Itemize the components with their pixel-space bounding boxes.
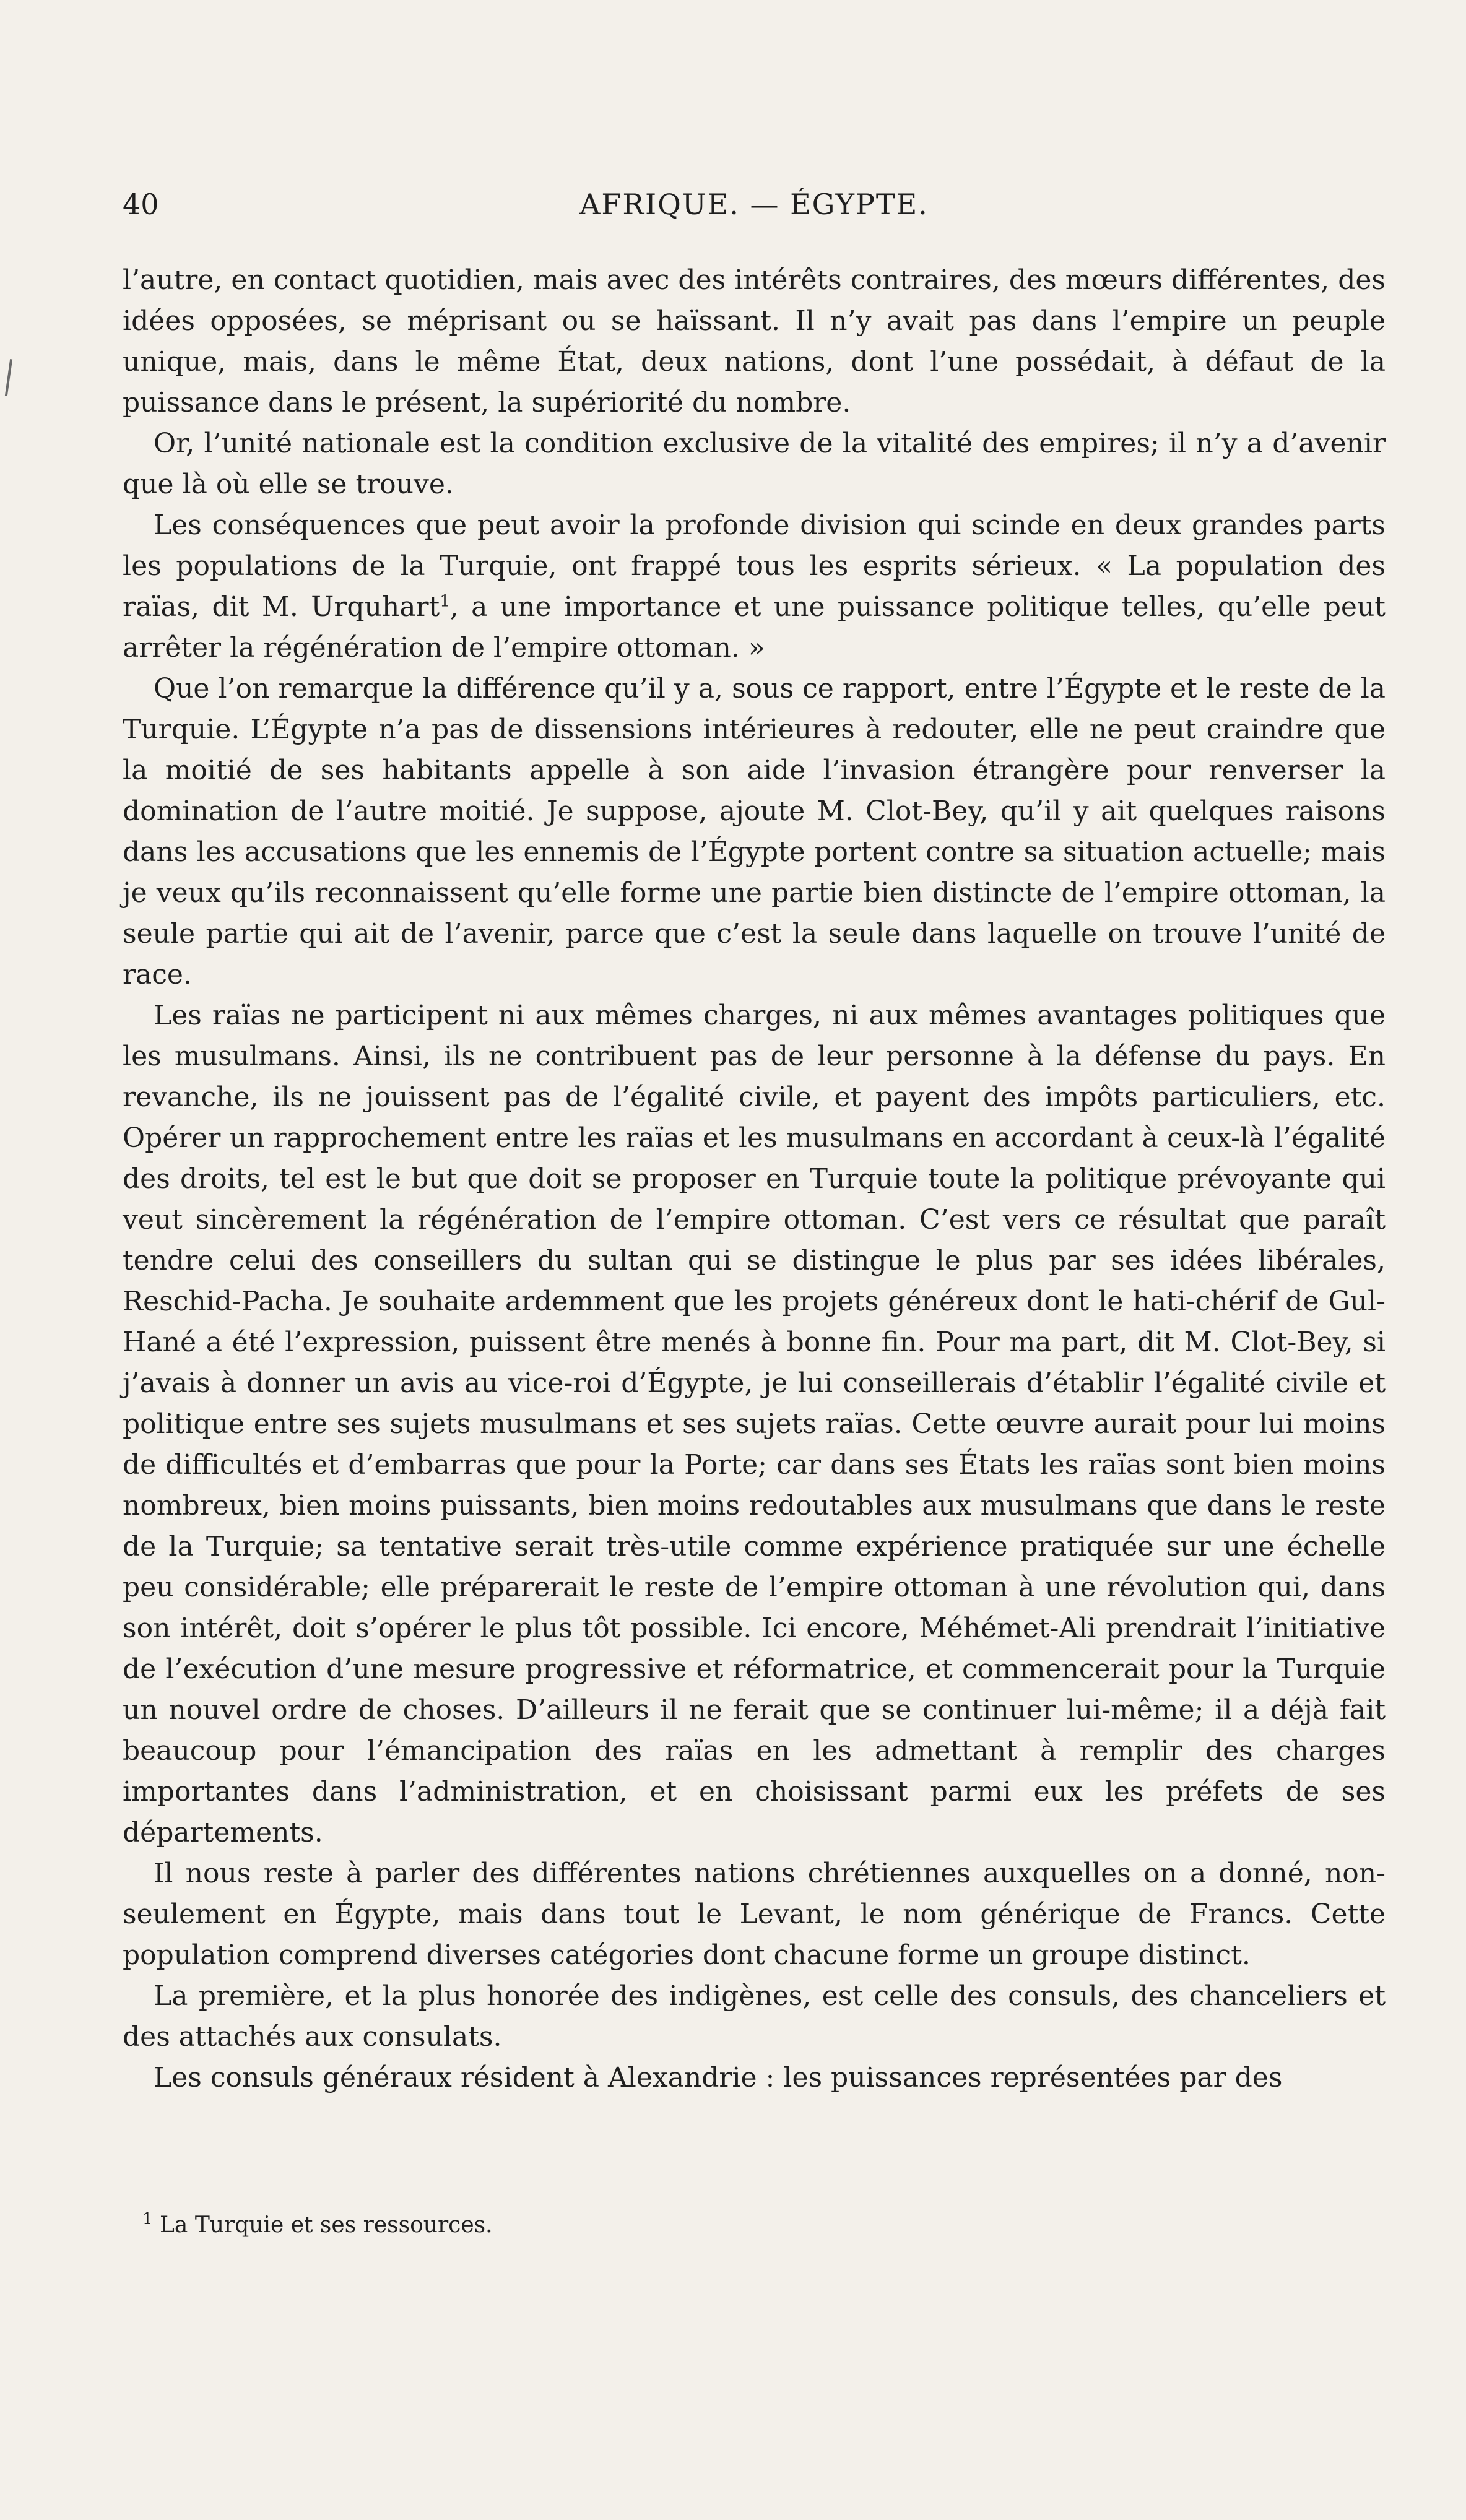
margin-pencil-mark [5, 359, 12, 396]
paragraph-8: Les consuls généraux résident à Alexandrie : les puissances représentées par des [154, 2062, 1283, 2094]
paragraph-6: Il nous reste à parler des différentes nations chrétiennes auxquelles on a donné, non-seulement en Égypte, mais dans tout le Levant, le nom générique de Francs. Cette population comprend diverses catégories dont chacune forme un groupe distinct. [123, 1858, 1386, 1971]
paragraph-2: Or, l’unité nationale est la condition exclusive de la vitalité des empires; il n’y a d’avenir que là où elle se trouve. [123, 428, 1386, 500]
footnote-reference[interactable]: 1 [440, 592, 450, 611]
paragraph-7: La première, et la plus honorée des indigènes, est celle des consuls, des chanceliers et des attachés aux consulats. [123, 1980, 1386, 2053]
running-title: AFRIQUE. — ÉGYPTE. [579, 188, 929, 221]
paragraph-3-text: Les conséquences que peut avoir la profonde division qui scinde en deux grandes parts les populations de la Turquie, ont frappé tous les esprits sérieux. « La population des raïas, dit M. Urquhart [123, 509, 1386, 623]
paragraph-3-continuation: , a une importance et une puissance politique telles, qu’elle peut arrêter la régénération de l’empire ottoman. » [123, 591, 1386, 664]
body-text [123, 260, 1386, 2098]
footnote-text: La Turquie et ses ressources. [160, 2212, 493, 2238]
paragraph-4: Que l’on remarque la différence qu’il y a, sous ce rapport, entre l’Égypte et le reste de la Turquie. L’Égypte n’a pas de dissensions intérieures à redouter, elle ne peut craindre que la moitié de ses habitants appelle à son aide l’invasion étrangère pour renverser la domination de l’autre moitié. Je suppose, ajoute M. Clot-Bey, qu’il y ait quelques raisons dans les accusations que les ennemis de l’Égypte portent contre sa situation actuelle; mais je veux qu’ils reconnaissent qu’elle forme une partie bien distincte de l’empire ottoman, la seule partie qui ait de l’avenir, parce que c’est la seule dans laquelle on trouve l’unité de race. [123, 673, 1386, 990]
paragraph-3 [123, 505, 1386, 669]
footnote [142, 2210, 1381, 2241]
paragraph-1: l’autre, en contact quotidien, mais avec des intérêts contraires, des mœurs différentes, des idées opposées, se méprisant ou se haïssant. Il n’y avait pas dans l’empire un peuple unique, mais, dans le même État, deux nations, dont l’une possédait, à défaut de la puissance dans le présent, la supériorité du nombre. [123, 264, 1386, 418]
page-number: 40 [123, 188, 159, 221]
footnote-marker: 1 [142, 2210, 153, 2228]
paragraph-5: Les raïas ne participent ni aux mêmes charges, ni aux mêmes avantages politiques que les musulmans. Ainsi, ils ne contribuent pas de leur personne à la défense du pays. En revanche, ils ne jouissent pas de l’égalité civile, et payent des impôts particuliers, etc. Opérer un rapprochement entre les raïas et les musulmans en accordant à ceux-là l’égalité des droits, tel est le but que doit se proposer en Turquie toute la politique prévoyante qui veut sincèrement la régénération de l’empire ottoman. C’est vers ce résultat que paraît tendre celui des conseillers du sultan qui se distingue le plus par ses idées libérales, Reschid-Pacha. Je souhaite ardemment que les projets généreux dont le hati-chérif de Gul-Hané a été l’expression, puissent être menés à bonne fin. Pour ma part, dit M. Clot-Bey, si j’avais à donner un avis au vice-roi d’Égypte, je lui conseillerais d’établir l’égalité civile et politique entre ses sujets musulmans et ses sujets raïas. Cette œuvre aurait pour lui moins de difficultés et d’embarras que pour la Porte; car dans ses États les raïas sont bien moins nombreux, bien moins puissants, bien moins redoutables aux musulmans que dans le reste de la Turquie; sa tentative serait très-utile comme expérience pratiquée sur une échelle peu considérable; elle préparerait le reste de l’empire ottoman à une révolution qui, dans son intérêt, doit s’opérer le plus tôt possible. Ici encore, Méhémet-Ali prendrait l’initiative de l’exécution d’une mesure progressive et réformatrice, et commencerait pour la Turquie un nouvel ordre de choses. D’ailleurs il ne ferait que se continuer lui-même; il a déjà fait beaucoup pour l’émancipation des raïas en les admettant à remplir des charges importantes dans l’administration, et en choisissant parmi eux les préfets de ses départements. [123, 1000, 1386, 1848]
running-head [123, 186, 1386, 229]
